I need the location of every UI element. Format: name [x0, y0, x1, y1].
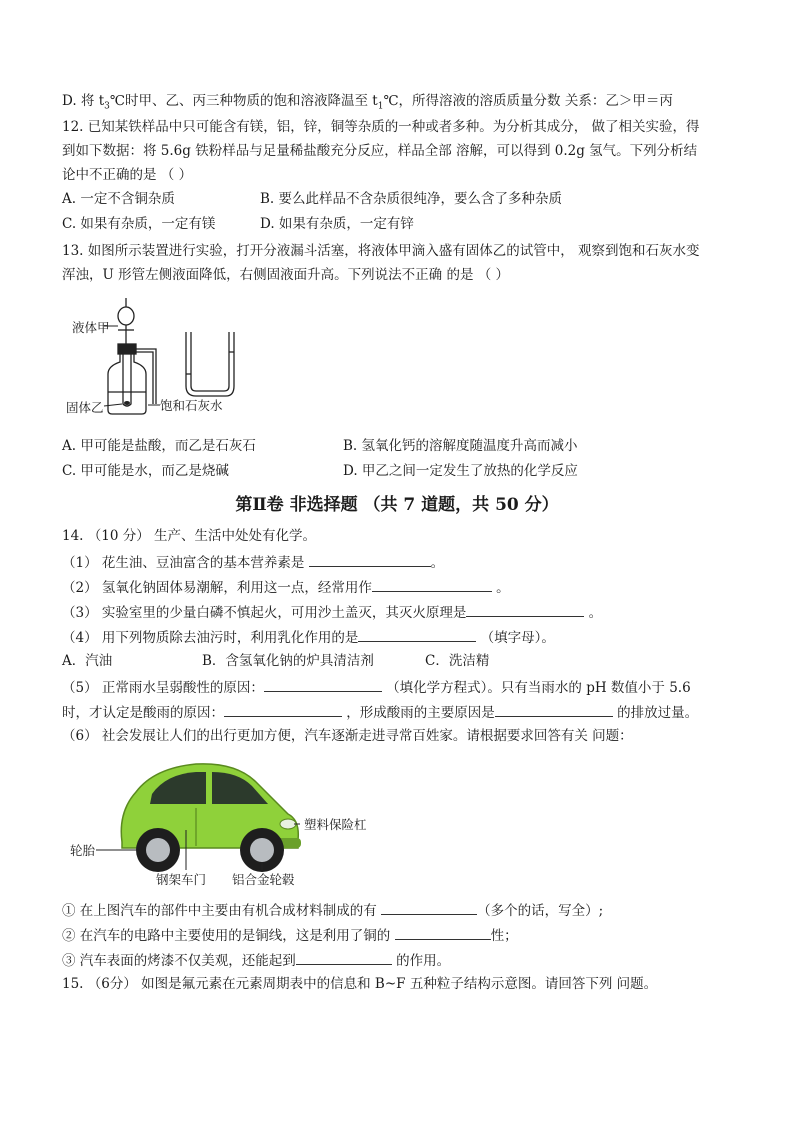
- label-plastic-bumper: 塑料保险杠: [304, 817, 367, 832]
- section-title: 第Ⅱ卷 非选择题 （共 7 道题，共 50 分）: [235, 495, 559, 515]
- q14-part-6: （6） 社会发展让人们的出行更加方便，汽车逐渐走进寻常百姓家。请根据要求回答有关 问题：: [62, 728, 633, 744]
- car-figure: [66, 752, 396, 892]
- q14-part-1: （1） 花生油、豆油富含的基本营养素是 。: [62, 552, 444, 572]
- q12-line-3: 论中不正确的是 （ ）: [62, 167, 193, 183]
- q14-head: 14. （10 分） 生产、生活中处处有化学。: [62, 528, 317, 544]
- q12-line-2: 到如下数据：将 5.6g 铁粉样品与足量稀盐酸充分反应，样品全部 溶解，可以得到 0.2g 氢气。下列分析结: [62, 143, 698, 159]
- q14-6-sub-1: ① 在上图汽车的部件中主要由有机合成材料制成的有 （多个的话，写全）;: [62, 900, 603, 920]
- q14-part-5b: 时，才认定是酸雨的原因： ，形成酸雨的主要原因是 的排放过量。: [62, 702, 698, 722]
- label-limewater: 饱和石灰水: [160, 398, 223, 413]
- q14-part-3: （3） 实验室里的少量白磷不慎起火，可用沙土盖灭，其灭火原理是 。: [62, 602, 602, 622]
- q12-option-d: D. 如果有杂质，一定有锌: [260, 216, 414, 232]
- label-solid-yi: 固体乙: [66, 400, 104, 415]
- answer-blank[interactable]: [372, 577, 492, 592]
- answer-blank[interactable]: [264, 677, 382, 692]
- q14-part-4: （4） 用下列物质除去油污时，利用乳化作用的是 （填字母）。: [62, 627, 555, 647]
- apparatus-figure: [66, 292, 246, 420]
- q14-option-c: C．洗洁精: [425, 653, 490, 669]
- answer-blank[interactable]: [466, 602, 584, 617]
- q14-part-5a: （5） 正常雨水呈弱酸性的原因： （填化学方程式）。只有当雨水的 pH 数值小于 5.6: [62, 677, 691, 697]
- q13-line-1: 13. 如图所示装置进行实验，打开分液漏斗活塞，将液体甲滴入盛有固体乙的试管中， 观察到饱和石灰水变: [62, 243, 700, 259]
- q12-line-1: 12. 已知某铁样品中只可能含有镁，铝，锌，铜等杂质的一种或者多种。为分析其成分， 做了相关实验，得: [62, 119, 700, 135]
- q13-option-d: D. 甲乙之间一定发生了放热的化学反应: [343, 463, 578, 479]
- answer-blank[interactable]: [309, 552, 431, 567]
- label-alloy-hub: 铝合金轮毂: [232, 872, 295, 887]
- answer-blank[interactable]: [381, 900, 477, 915]
- q14-option-a: A．汽油: [62, 653, 113, 669]
- q15-line: 15. （6分） 如图是氟元素在元素周期表中的信息和 B~F 五种粒子结构示意图。请回答下列 问题。: [62, 976, 658, 992]
- q12-option-a: A. 一定不含铜杂质: [62, 191, 175, 207]
- label-steel-door: 钢架车门: [156, 872, 207, 887]
- q13-option-a: A. 甲可能是盐酸，而乙是石灰石: [62, 438, 256, 454]
- answer-blank[interactable]: [358, 627, 476, 642]
- q14-6-sub-3: ③ 汽车表面的烤漆不仅美观，还能起到 的作用。: [62, 950, 450, 970]
- answer-blank[interactable]: [224, 702, 342, 717]
- q11-option-d: D. 将 $t_3℃$时甲、乙、丙三种物质的饱和溶液降温至 $t_1℃$，所得溶液的溶质质量分数 关系：乙＞甲＝丙: [62, 93, 673, 112]
- answer-blank[interactable]: [495, 702, 613, 717]
- q13-option-b: B. 氢氧化钙的溶解度随温度升高而减小: [343, 438, 578, 454]
- q14-6-sub-2: ② 在汽车的电路中主要使用的是铜线，这是利用了铜的 性；: [62, 925, 518, 945]
- q14-option-b: B．含氢氧化钠的炉具清洁剂: [202, 653, 374, 669]
- label-tire: 轮胎: [70, 843, 96, 858]
- answer-blank[interactable]: [296, 950, 392, 965]
- label-liquid-jia: 液体甲: [72, 320, 110, 335]
- q13-line-2: 浑浊，U 形管左侧液面降低，右侧固液面升高。下列说法不正确 的是 （ ）: [62, 267, 510, 283]
- alloy-wheel-hub: [250, 838, 274, 862]
- q12-option-b: B. 要么此样品不含杂质很纯净，要么含了多种杂质: [260, 191, 563, 207]
- q13-option-c: C. 甲可能是水，而乙是烧碱: [62, 463, 229, 479]
- q12-option-c: C. 如果有杂质，一定有镁: [62, 216, 216, 232]
- q14-part-2: （2） 氢氧化钠固体易潮解，利用这一点，经常用作 。: [62, 577, 510, 597]
- answer-blank[interactable]: [395, 925, 491, 940]
